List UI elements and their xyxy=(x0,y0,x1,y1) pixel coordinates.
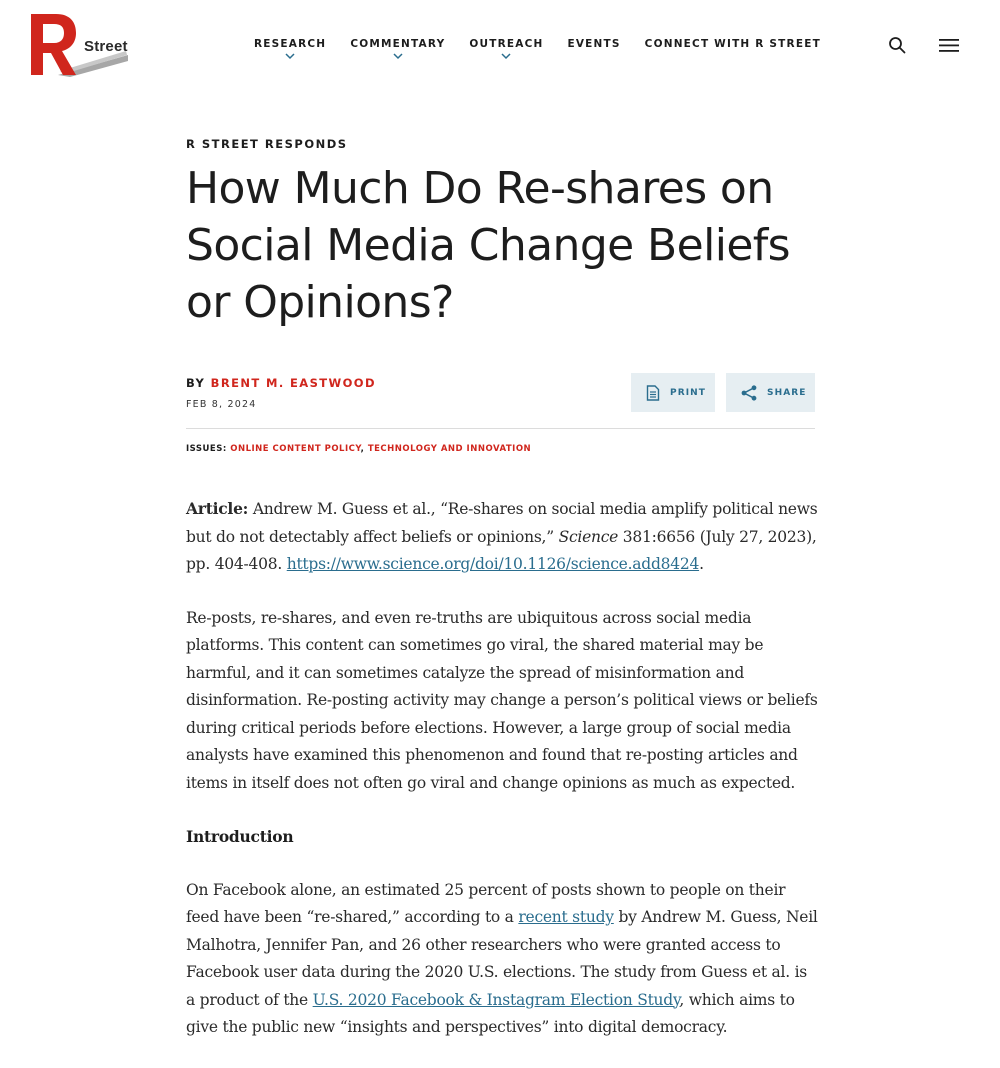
issues-label: ISSUES: xyxy=(186,444,227,454)
citation-end: . xyxy=(699,555,704,573)
issue-separator: , xyxy=(360,444,368,454)
chevron-down-icon xyxy=(285,53,295,60)
chevron-down-icon xyxy=(501,53,511,60)
paragraph-text: by Andrew M. Guess, Neil Malhotra, Jennifer Pan, and 26 other researchers who were granted access to Facebook user data during the 2020 U.S. elections. The study from Guess et al. is a product of the xyxy=(186,908,818,1009)
body-paragraph: Re-posts, re-shares, and even re-truths are ubiquitous across social media platforms. This content can sometimes go viral, the shared material may be harmful, and it can sometimes catalyze the spread of misinformation and disinformation. Re-posting activity may change a person’s political views or beliefs during critical periods before elections. However, a large group of social media analysts have examined this phenomenon and found that re-posting articles and items in itself does not often go viral and change opinions as much as expected. xyxy=(186,608,818,792)
nav-outreach-label: OUTREACH xyxy=(469,38,544,50)
citation-label: Article: xyxy=(186,499,249,518)
print-button[interactable] xyxy=(631,373,715,412)
body-paragraph xyxy=(186,877,818,1042)
article-kicker: R STREET RESPONDS xyxy=(186,137,348,151)
nav-research[interactable] xyxy=(254,38,326,50)
search-button[interactable] xyxy=(888,36,906,54)
issue-tag[interactable]: TECHNOLOGY AND INNOVATION xyxy=(367,444,532,454)
paragraph-text: On Facebook alone, an estimated 25 percent of posts shown to people on their feed have been “re-shared,” according to a xyxy=(186,880,786,926)
share-button[interactable] xyxy=(726,373,815,412)
section-heading: Introduction xyxy=(186,827,294,846)
issues-list xyxy=(186,444,531,454)
byline-by: BY xyxy=(186,376,206,390)
citation-paragraph xyxy=(186,495,818,579)
nav-commentary-label: COMMENTARY xyxy=(350,38,446,50)
election-study-link[interactable]: U.S. 2020 Facebook & Instagram Election Study xyxy=(312,990,680,1009)
print-label: PRINT xyxy=(670,387,707,398)
nav-commentary[interactable] xyxy=(350,38,445,50)
nav-connect[interactable] xyxy=(645,38,821,50)
nav-outreach[interactable] xyxy=(469,38,543,50)
nav-events-label: EVENTS xyxy=(567,38,621,50)
paragraph-text: , which aims to give the public new “insights and perspectives” into digital democracy. xyxy=(186,990,795,1036)
article-title: How Much Do Re-shares on Social Media Change Beliefs or Opinions? xyxy=(186,163,791,328)
nav-events[interactable] xyxy=(567,38,620,50)
nav-research-label: RESEARCH xyxy=(254,38,327,50)
main-nav xyxy=(254,38,821,50)
menu-button[interactable] xyxy=(939,38,959,54)
citation-text: Andrew M. Guess et al., “Re-shares on social media amplify political news but do not detectably affect beliefs or opinions,” xyxy=(186,500,818,546)
site-header xyxy=(0,0,1000,90)
journal-name: Science xyxy=(558,527,619,546)
hamburger-icon xyxy=(939,38,959,54)
doi-link[interactable]: https://www.science.org/doi/10.1126/science.add8424 xyxy=(286,555,700,573)
divider xyxy=(186,428,815,429)
author-link[interactable]: BRENT M. EASTWOOD xyxy=(210,376,376,390)
share-icon xyxy=(741,385,757,401)
logo-wordmark[interactable]: Street xyxy=(84,38,128,55)
issue-tag[interactable]: ONLINE CONTENT POLICY xyxy=(230,444,361,454)
share-label: SHARE xyxy=(767,387,807,398)
publish-date: FEB 8, 2024 xyxy=(186,399,257,410)
chevron-down-icon xyxy=(393,53,403,60)
document-icon xyxy=(646,385,660,401)
article-body xyxy=(186,495,818,1068)
nav-connect-label: CONNECT WITH R STREET xyxy=(644,38,821,50)
byline xyxy=(186,376,376,390)
recent-study-link[interactable]: recent study xyxy=(518,908,614,926)
search-icon xyxy=(888,36,906,54)
citation-text: 381:6656 (July 27, 2023), pp. 404-408. xyxy=(186,527,817,573)
